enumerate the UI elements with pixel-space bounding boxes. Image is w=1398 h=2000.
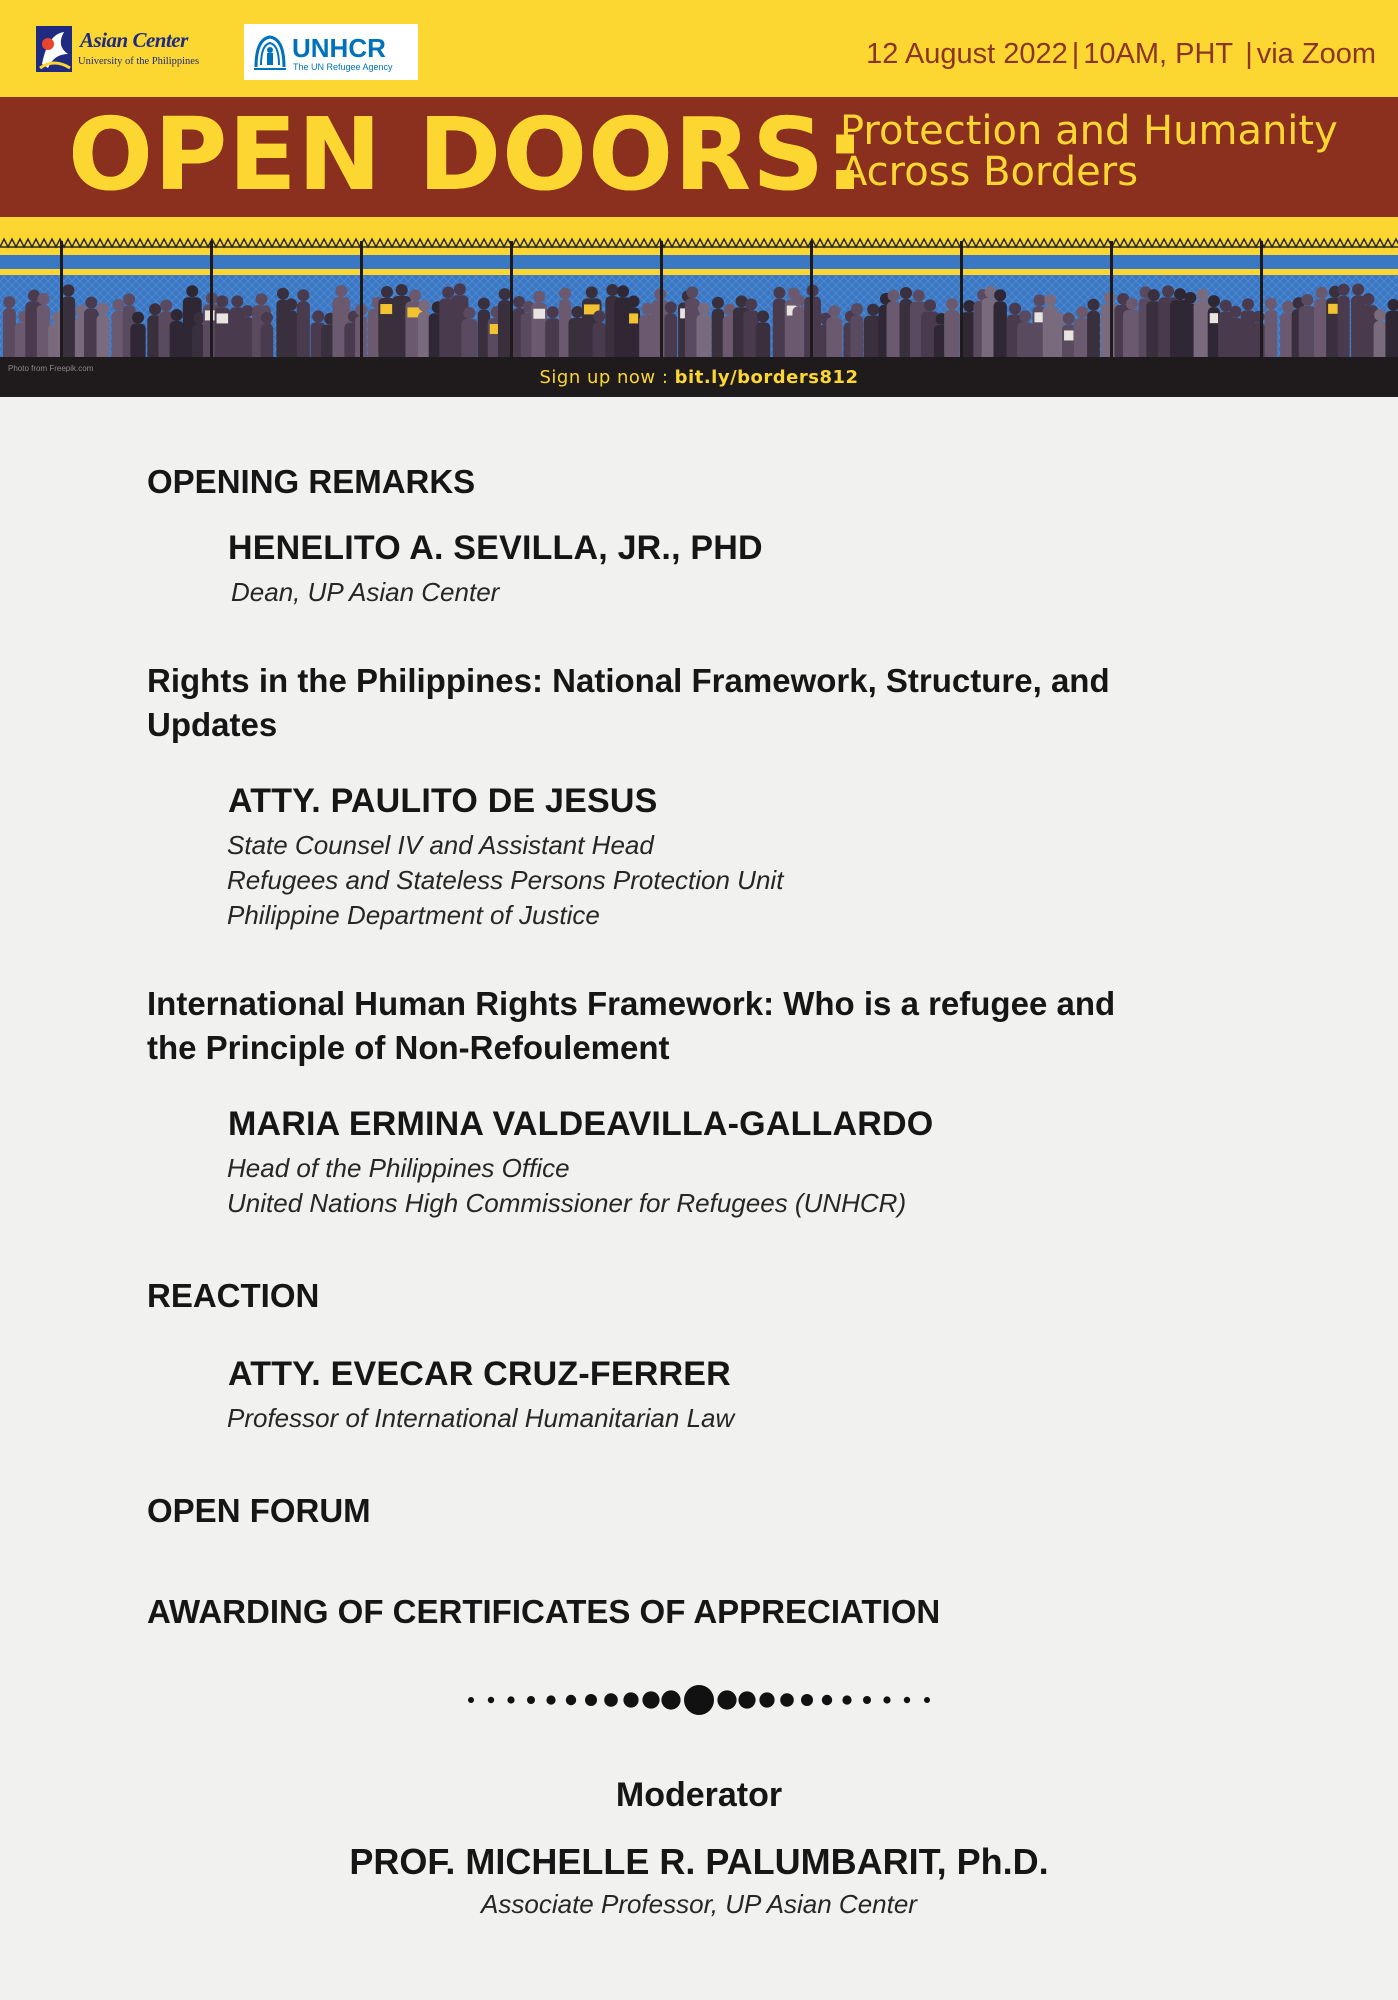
crowd-figure-head	[216, 295, 228, 307]
crowd-figure-head	[1104, 292, 1116, 304]
section-heading-forum: OPEN FORUM	[147, 1492, 371, 1529]
crowd-figure-head	[913, 290, 925, 302]
crowd-figure	[792, 307, 805, 361]
crowd-figure-head	[712, 297, 724, 309]
crowd-figure-head	[381, 286, 393, 298]
crowd-figure	[418, 312, 431, 361]
crowd-figure-head	[241, 305, 253, 317]
crowd-figure-head	[793, 295, 805, 307]
crowd-figure-head	[123, 293, 135, 305]
unhcr-name: UNHCR	[292, 33, 386, 63]
crowd-figure-head	[1063, 312, 1075, 324]
unhcr-subtitle: The UN Refugee Agency	[293, 62, 393, 72]
asian-center-emblem-icon	[34, 24, 76, 74]
divider-dot	[623, 1692, 638, 1707]
event-subtitle-line-2: Across Borders	[840, 149, 1139, 195]
crowd-figure	[1062, 324, 1075, 361]
crowd-figure	[97, 314, 110, 361]
crowd-figure-head	[606, 284, 618, 296]
event-time: 10AM, PHT	[1083, 38, 1234, 70]
crowd-figure-head	[409, 289, 421, 301]
crowd-figure-head	[160, 299, 172, 311]
crowd-figure-head	[924, 299, 936, 311]
divider-dot	[759, 1692, 774, 1707]
crowd-figure	[297, 301, 310, 361]
crowd-figure-head	[463, 307, 475, 319]
crowd-figure	[130, 324, 145, 361]
fence-post	[60, 241, 63, 361]
divider-dot	[585, 1694, 597, 1706]
crowd-figure	[62, 296, 76, 361]
role-line: United Nations High Commissioner for Refugees (UNHCR)	[227, 1188, 907, 1218]
signup-prefix: Sign up now :	[539, 367, 669, 388]
crowd-figure	[545, 318, 560, 361]
crowd-figure-head	[1076, 306, 1088, 318]
crowd-figure	[1087, 311, 1100, 361]
crowd-figure-head	[186, 285, 198, 297]
divider-dot	[738, 1691, 755, 1708]
crowd-figure-head	[1174, 288, 1186, 300]
crowd-figure	[461, 319, 477, 361]
fence-post	[210, 241, 213, 361]
crowd-figure-head	[85, 297, 97, 309]
crowd-figure-head	[149, 303, 161, 315]
crowd-figure-head	[255, 293, 267, 305]
event-date: 12 August 2022	[866, 38, 1068, 70]
heading-line: Rights in the Philippines: National Framework, Structure, and	[147, 662, 1110, 699]
crowd-figure	[773, 299, 786, 361]
divider-dot	[822, 1695, 832, 1705]
crowd-figure-head	[1009, 303, 1021, 315]
crowd-figure	[1252, 323, 1265, 361]
fence-post	[960, 241, 963, 361]
crowd-figure-head	[1033, 294, 1045, 306]
divider-dot	[780, 1693, 794, 1707]
crowd-figure	[826, 317, 842, 361]
role-line: Refugees and Stateless Persons Protection Unit	[227, 865, 784, 895]
crowd-illustration-banner	[0, 217, 1398, 397]
crowd-figure	[84, 309, 99, 361]
divider-dot	[684, 1685, 714, 1715]
heading-line: International Human Rights Framework: Who is a refugee and	[147, 985, 1116, 1022]
divider-dot	[527, 1696, 535, 1704]
crowd-figure	[1374, 321, 1387, 361]
crowd-figure-accent	[533, 309, 545, 319]
crowd-figure-head	[231, 295, 243, 307]
speaker-role-international	[227, 1151, 1277, 1221]
crowd-figure-head	[745, 298, 757, 310]
meta-divider: |	[1071, 38, 1080, 70]
divider-dot	[604, 1693, 618, 1707]
photo-credit: Photo from Freepik.com	[8, 364, 94, 373]
section-heading-awarding: AWARDING OF CERTIFICATES OF APPRECIATION	[147, 1593, 941, 1630]
crowd-figure-head	[418, 300, 430, 312]
divider-dot	[468, 1697, 474, 1703]
speaker-role-rights	[227, 828, 1277, 933]
crowd-figure-head	[547, 306, 559, 318]
crowd-figure	[285, 310, 298, 361]
moderator-role: Associate Professor, UP Asian Center	[481, 1889, 917, 1919]
divider-dot	[842, 1695, 851, 1704]
section-heading-reaction: REACTION	[147, 1277, 320, 1314]
divider-dot	[642, 1691, 659, 1708]
crowd-figure-head	[171, 309, 183, 321]
crowd-figure	[498, 300, 511, 361]
divider-dot	[507, 1696, 514, 1703]
crowd-figure-head	[1338, 284, 1350, 296]
crowd-figure	[850, 315, 863, 361]
crowd-figure-head	[1362, 293, 1374, 305]
role-line: Philippine Department of Justice	[227, 900, 600, 930]
crowd-figure	[261, 324, 274, 361]
crowd-figure-head	[1044, 294, 1056, 306]
crowd-figure	[241, 317, 253, 361]
crowd-figure	[944, 310, 960, 361]
crowd-figure-head	[261, 312, 273, 324]
crowd-figure-head	[1229, 306, 1241, 318]
meta-divider: |	[1237, 38, 1253, 70]
crowd-figure-accent	[1210, 313, 1218, 323]
crowd-figure-head	[1265, 298, 1277, 310]
fence-post	[660, 241, 663, 361]
crowd-figure-head	[888, 290, 900, 302]
crowd-figure-head	[62, 284, 74, 296]
crowd-figure-head	[1087, 299, 1099, 311]
crowd-figure-head	[1242, 298, 1254, 310]
crowd-figure	[170, 321, 184, 361]
divider-dot	[801, 1694, 813, 1706]
speaker-name-rights: ATTY. PAULITO DE JESUS	[228, 782, 658, 820]
divider-dot	[883, 1696, 890, 1703]
divider-dot	[863, 1696, 871, 1704]
divider-dot	[904, 1697, 910, 1703]
fence-post	[510, 241, 513, 361]
moderator-name: PROF. MICHELLE R. PALUMBARIT, Ph.D.	[349, 1841, 1049, 1882]
crowd-figure-head	[478, 298, 490, 310]
crowd-figure	[1299, 306, 1316, 361]
crowd-figure-head	[628, 295, 640, 307]
crowd-figure-accent	[380, 304, 393, 314]
unhcr-emblem-icon	[252, 33, 288, 71]
crowd-figure-head	[946, 298, 958, 310]
crowd-figure-head	[617, 285, 629, 297]
crowd-figure	[887, 302, 901, 361]
divider-dot	[661, 1690, 680, 1709]
crowd-figure-head	[1208, 295, 1220, 307]
crowd-figure	[712, 309, 724, 361]
crowd-figure-head	[1148, 289, 1160, 301]
crowd-figure	[37, 305, 50, 361]
crowd-figure-head	[442, 287, 454, 299]
crowd-figure-head	[1197, 289, 1209, 301]
heading-line: Updates	[147, 706, 278, 743]
crowd-figure-head	[1315, 287, 1327, 299]
crowd-figure-head	[867, 304, 879, 316]
crowd-figure-head	[828, 305, 840, 317]
fence-post	[1260, 241, 1263, 361]
event-meta	[866, 38, 1376, 71]
crowd-figure-head	[559, 287, 571, 299]
asian-center-logo	[34, 22, 209, 76]
crowd-figure	[3, 308, 16, 361]
crowd-figure-head	[112, 299, 124, 311]
divider-dot	[546, 1695, 555, 1704]
event-subtitle-line-1: Protection and Humanity	[840, 108, 1338, 154]
role-line: Head of the Philippines Office	[227, 1153, 570, 1183]
crowd-figure-head	[1126, 298, 1138, 310]
asian-center-name: Asian Center	[80, 28, 188, 52]
crowd-figure	[1265, 310, 1278, 361]
crowd-figure-head	[665, 301, 677, 313]
crowd-figure-head	[3, 296, 15, 308]
event-title: OPEN DOORS:	[68, 96, 867, 213]
role-line: Dean, UP Asian Center	[231, 577, 500, 607]
speaker-role-reaction	[227, 1401, 1277, 1436]
unhcr-logo	[244, 24, 418, 80]
crowd-figure	[1229, 318, 1242, 361]
moderator-label: Moderator	[615, 1776, 783, 1814]
crowd-figure	[1123, 310, 1141, 361]
speaker-name-reaction: ATTY. EVECAR CRUZ-FERRER	[228, 1355, 731, 1393]
crowd-figure-head	[499, 288, 511, 300]
crowd-figure-accent	[1064, 330, 1073, 340]
crowd-figure-head	[277, 288, 289, 300]
fence-post	[810, 241, 813, 361]
crowd-figure	[664, 313, 677, 361]
crowd-figure-head	[454, 283, 466, 295]
crowd-figure-head	[900, 287, 912, 299]
crowd-figure-accent	[629, 313, 638, 323]
crowd-figure-head	[297, 289, 309, 301]
crowd-figure	[1385, 311, 1398, 361]
asian-center-subtitle: University of the Philippines	[78, 56, 200, 67]
fence-post	[1110, 241, 1113, 361]
crowd-figure	[592, 322, 606, 361]
title-band	[0, 97, 1398, 217]
dot-divider	[0, 1680, 1398, 1720]
heading-line: the Principle of Non-Refoulement	[147, 1029, 670, 1066]
crowd-figure	[1017, 322, 1033, 361]
crowd-figure-head	[1184, 292, 1196, 304]
signup-link[interactable]: bit.ly/borders812	[674, 367, 859, 388]
crowd-figure-accent	[217, 313, 229, 323]
crowd-figure	[994, 301, 1007, 361]
speaker-name-international: MARIA ERMINA VALDEAVILLA-GALLARDO	[228, 1105, 934, 1143]
crowd-figure-head	[773, 287, 785, 299]
speaker-name-opening: HENELITO A. SEVILLA, JR., PHD	[228, 529, 763, 567]
crowd-figure-head	[698, 302, 710, 314]
crowd-figure-head	[1352, 283, 1364, 295]
speaker-role-opening	[231, 575, 1281, 610]
crowd-figure-head	[396, 284, 408, 296]
signup-line	[0, 367, 1398, 388]
section-heading-rights	[147, 659, 1287, 747]
divider-dot	[924, 1697, 930, 1703]
crowd-figure-head	[1162, 285, 1174, 297]
divider-dot	[717, 1690, 736, 1709]
crowd-figure-head	[1282, 301, 1294, 313]
crowd-figure-head	[994, 289, 1006, 301]
crowd-figure-head	[97, 302, 109, 314]
crowd-figure-head	[1374, 309, 1386, 321]
divider-dot	[566, 1695, 576, 1705]
crowd-figure-head	[593, 310, 605, 322]
crowd-figure-head	[533, 291, 545, 303]
event-subtitle	[840, 108, 1370, 195]
crowd-figure-head	[586, 286, 598, 298]
section-heading-opening: OPENING REMARKS	[147, 463, 476, 500]
crowd-figure	[697, 314, 712, 361]
crowd-figure-head	[757, 310, 769, 322]
fence-post	[360, 241, 363, 361]
crowd-figure-head	[312, 310, 324, 322]
top-bar	[0, 0, 1398, 97]
role-line: State Counsel IV and Assistant Head	[227, 830, 654, 860]
crowd-figure	[1338, 296, 1350, 361]
event-venue: via Zoom	[1256, 38, 1376, 70]
crowd-figure-head	[686, 286, 698, 298]
divider-dot	[488, 1697, 494, 1703]
crowd-figure-head	[1019, 310, 1031, 322]
role-line: Professor of International Humanitarian Law	[227, 1403, 735, 1433]
crowd-figure	[756, 322, 770, 361]
crowd-figure-head	[285, 298, 297, 310]
crowd-figure-head	[132, 312, 144, 324]
crowd-figure-head	[851, 303, 863, 315]
crowd-figure-head	[1301, 294, 1313, 306]
section-heading-international	[147, 982, 1287, 1070]
crowd-figure-head	[571, 306, 583, 318]
crowd-figure-head	[37, 293, 49, 305]
crowd-figure-head	[335, 285, 347, 297]
